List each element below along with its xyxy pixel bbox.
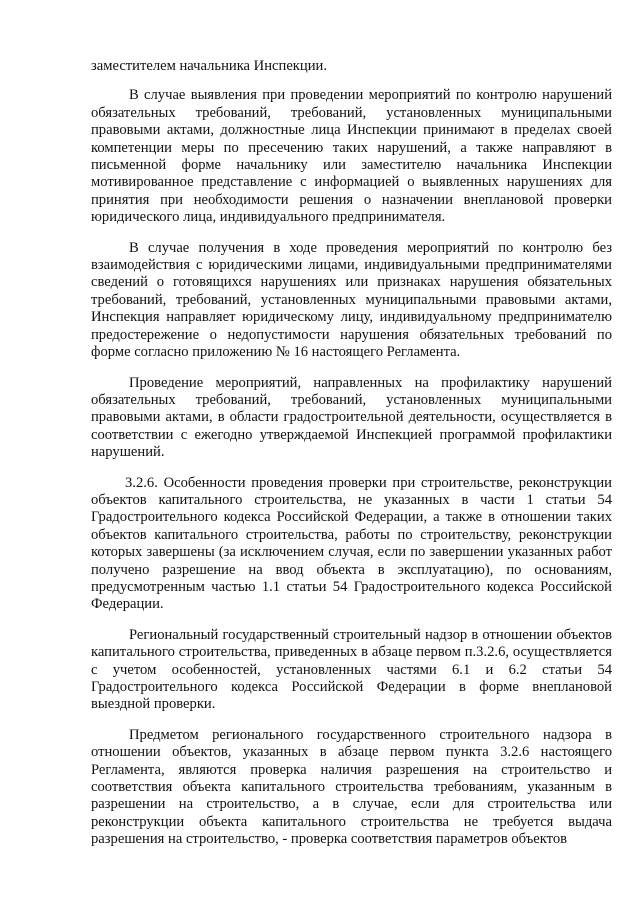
- paragraph-regional-supervision: Региональный государственный строительный надзор в отношении объектов капитального строительства, приведенных в абзаце первом п.3.2.6, осуществляется с учетом особенностей, установленных частями 6.1 и 6.2 статьи 54 Градостроительного кодекса Российской Федерации в форме внеплановой выездной проверки.: [91, 626, 612, 713]
- paragraph-violations-detected: В случае выявления при проведении мероприятий по контролю нарушений обязательных требований, требований, установленных муниципальными правовыми актами, должностные лица Инспекции принимают в пределах своей компетенции меры по пресечению таких нарушений, а также направляют в письменной форме начальнику или заместителю начальника Инспекции мотивированное представление с информацией о выявленных нарушениях для принятия при необходимости решения о назначении внеплановой проверки юридического лица, индивидуального предпринимателя.: [91, 87, 612, 226]
- document-page: [91, 58, 612, 862]
- paragraph-prevention: Проведение мероприятий, направленных на профилактику нарушений обязательных требований, требований, установленных муниципальными правовыми актами, в области градостроительной деятельности, осуществляется в соответствии с ежегодно утверждаемой Инспекцией программой профилактики нарушений.: [91, 374, 612, 461]
- paragraph-supervision-subject: Предметом регионального государственного строительного надзора в отношении объектов, указанных в абзаце первом пункта 3.2.6 настоящего Регламента, являются проверка наличия разрешения на строительство и соответствия объекта капитального строительства требованиям, указанным в разрешении на строительство, а в случае, если для строительства или реконструкции объекта капитального строительства не требуется выдача разрешения на строительство, - проверка соответствия параметров объектов: [91, 726, 612, 848]
- paragraph-continuation: заместителем начальника Инспекции.: [91, 58, 327, 74]
- paragraph-warning-issued: В случае получения в ходе проведения мероприятий по контролю без взаимодействия с юридическими лицами, индивидуальными предпринимателями сведений о готовящихся нарушениях или признаках нарушения обязательных требований, требований, установленных муниципальными правовыми актами, Инспекция направляет юридическому лицу, индивидуальному предпринимателю предостережение о недопустимости нарушения обязательных требований по форме согласно приложению № 16 настоящего Регламента.: [91, 239, 612, 361]
- paragraph-section-3-2-6: 3.2.6. Особенности проведения проверки при строительстве, реконструкции объектов капитального строительства, не указанных в части 1 статьи 54 Градостроительного кодекса Российской Федерации, а также в отношении таких объектов капитального строительства, работы по строительству, реконструкции которых завершены (за исключением случая, если по завершении указанных работ получено разрешение на ввод объекта в эксплуатацию), по основаниям, предусмотренным частью 1.1 статьи 54 Градостроительного кодекса Российской Федерации.: [91, 474, 612, 613]
